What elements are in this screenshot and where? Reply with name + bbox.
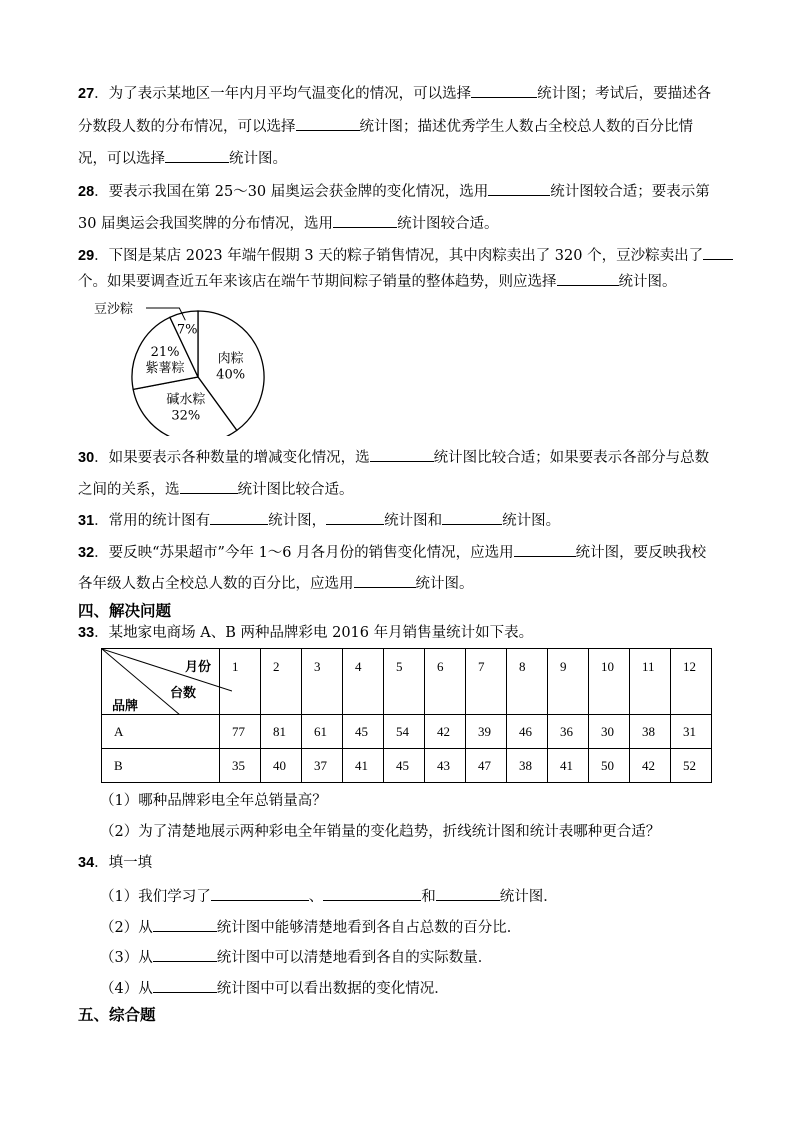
q27-line2: 分数段人数的分布情况，可以选择 统计图；描述优秀学生人数占全校总人数的百分比情 xyxy=(78,115,693,137)
value-cell: 45 xyxy=(384,749,425,783)
value-cell: 36 xyxy=(548,715,589,749)
q29-line2: 个。如果要调查近五年来该店在端午节期间粽子销量的整体趋势，则应选择 统计图。 xyxy=(78,270,677,292)
value-cell: 40 xyxy=(261,749,302,783)
value-cell: 61 xyxy=(302,715,343,749)
brand-cell: A xyxy=(102,715,220,749)
value-cell: 37 xyxy=(302,749,343,783)
answer-blank[interactable] xyxy=(180,478,238,494)
value-cell: 81 xyxy=(261,715,302,749)
month-header: 3 xyxy=(302,649,343,715)
value-cell: 77 xyxy=(220,715,261,749)
answer-blank[interactable] xyxy=(442,509,502,525)
q33-sub2: （2）为了清楚地展示两种彩电全年销量的变化趋势，折线统计图和统计表哪种更合适？ xyxy=(100,824,661,840)
pie-percent-label: 7% xyxy=(176,322,198,338)
month-header: 9 xyxy=(548,649,589,715)
q32-line2: 各年级人数占全校总人数的百分比，应选用 统计图。 xyxy=(78,572,474,594)
q30-line1: 30．如果要表示各种数量的增减变化情况，选 统计图比较合适；如果要表示各部分与总数 xyxy=(78,446,709,468)
pie-category-label: 碱水粽 xyxy=(166,392,206,408)
value-cell: 54 xyxy=(384,715,425,749)
q34-sub1: （1）我们学习了 、 和 统计图． xyxy=(100,885,558,907)
q32-line1: 32．要反映“苏果超市”今年 1～6 月各月份的销售变化情况，应选用 统计图，要反映我校 xyxy=(78,541,706,563)
q30-line2: 之间的关系，选 统计图比较合适。 xyxy=(78,478,354,500)
pie-percent-label: 32% xyxy=(171,408,201,424)
answer-blank[interactable] xyxy=(165,147,229,163)
answer-blank[interactable] xyxy=(514,541,576,557)
answer-blank[interactable] xyxy=(354,572,416,588)
q29-line1: 29．下图是某店 2023 年端午假期 3 天的粽子销售情况，其中肉粽卖出了 320 个，豆沙粽卖出了 xyxy=(78,244,733,266)
value-cell: 31 xyxy=(671,715,712,749)
question-number: 27 xyxy=(78,86,95,102)
q27-line3: 况，可以选择 统计图。 xyxy=(78,147,287,169)
pie-percent-label: 40% xyxy=(216,367,246,383)
answer-blank[interactable] xyxy=(370,446,434,462)
value-cell: 41 xyxy=(548,749,589,783)
value-cell: 42 xyxy=(630,749,671,783)
value-cell: 47 xyxy=(466,749,507,783)
answer-blank[interactable] xyxy=(153,946,217,962)
answer-blank[interactable] xyxy=(703,244,733,260)
q27-line1: 27．为了表示某地区一年内月平均气温变化的情况，可以选择 统计图；考试后，要描述各 xyxy=(78,82,711,104)
month-header: 8 xyxy=(507,649,548,715)
q34-sub2: （2）从 统计图中能够清楚地看到各自占总数的百分比． xyxy=(100,916,521,938)
month-header: 2 xyxy=(261,649,302,715)
month-header: 11 xyxy=(630,649,671,715)
table-row xyxy=(102,749,712,783)
pie-category-label: 豆沙粽 xyxy=(94,302,134,317)
answer-blank[interactable] xyxy=(326,509,384,525)
answer-blank[interactable] xyxy=(557,270,619,286)
q33-line1: 33．某地家电商场 A、B 两种品牌彩电 2016 年月销售量统计如下表。 xyxy=(78,625,534,641)
value-cell: 41 xyxy=(343,749,384,783)
answer-blank[interactable] xyxy=(210,509,268,525)
pie-category-label: 紫薯粽 xyxy=(145,361,185,377)
value-cell: 43 xyxy=(425,749,466,783)
question-number: 33 xyxy=(78,625,95,641)
answer-blank[interactable] xyxy=(323,885,421,901)
question-number: 29 xyxy=(78,248,95,264)
question-number: 32 xyxy=(78,545,95,561)
q34-sub4: （4）从 统计图中可以看出数据的变化情况． xyxy=(100,977,449,999)
section-heading: 四、解决问题 xyxy=(78,602,172,620)
header-count: 台数 xyxy=(170,686,197,701)
header-month: 月份 xyxy=(184,660,211,675)
month-header: 1 xyxy=(220,649,261,715)
header-brand: 品牌 xyxy=(112,699,139,714)
value-cell: 30 xyxy=(589,715,630,749)
value-cell: 35 xyxy=(220,749,261,783)
q33-sub1: （1）哪种品牌彩电全年总销量高？ xyxy=(100,793,327,809)
q28-line2: 30 届奥运会我国奖牌的分布情况，选用 统计图较合适。 xyxy=(78,212,499,234)
value-cell: 50 xyxy=(589,749,630,783)
question-number: 31 xyxy=(78,513,95,529)
answer-blank[interactable] xyxy=(211,885,309,901)
diagonal-header-cell xyxy=(102,649,220,715)
question-number: 28 xyxy=(78,184,95,200)
pie-category-label: 肉粽 xyxy=(217,351,244,367)
month-header: 5 xyxy=(384,649,425,715)
table-row xyxy=(102,715,712,749)
section-heading: 五、综合题 xyxy=(78,1006,156,1024)
answer-blank[interactable] xyxy=(153,977,217,993)
month-header: 6 xyxy=(425,649,466,715)
value-cell: 45 xyxy=(343,715,384,749)
answer-blank[interactable] xyxy=(471,82,537,98)
q34-sub3: （3）从 统计图中可以清楚地看到各自的实际数量． xyxy=(100,946,492,968)
q34-title: 34．填一填 xyxy=(78,855,153,871)
pie-percent-label: 21% xyxy=(150,345,180,361)
value-cell: 52 xyxy=(671,749,712,783)
question-number: 30 xyxy=(78,450,95,466)
answer-blank[interactable] xyxy=(436,885,500,901)
q28-line1: 28．要表示我国在第 25～30 届奥运会获金牌的变化情况，选用 统计图较合适；要表示第 xyxy=(78,180,710,202)
value-cell: 42 xyxy=(425,715,466,749)
answer-blank[interactable] xyxy=(333,212,397,228)
value-cell: 46 xyxy=(507,715,548,749)
table-header-row xyxy=(102,649,712,715)
q31-line1: 31．常用的统计图有 统计图， 统计图和 统计图。 xyxy=(78,509,560,531)
question-number: 34 xyxy=(78,855,95,871)
value-cell: 38 xyxy=(630,715,671,749)
answer-blank[interactable] xyxy=(488,180,550,196)
month-header: 7 xyxy=(466,649,507,715)
month-header: 4 xyxy=(343,649,384,715)
value-cell: 38 xyxy=(507,749,548,783)
value-cell: 39 xyxy=(466,715,507,749)
answer-blank[interactable] xyxy=(296,115,360,131)
sales-table xyxy=(101,648,712,783)
month-header: 10 xyxy=(589,649,630,715)
pie-chart xyxy=(88,296,278,436)
brand-cell: B xyxy=(102,749,220,783)
answer-blank[interactable] xyxy=(153,916,217,932)
month-header: 12 xyxy=(671,649,712,715)
